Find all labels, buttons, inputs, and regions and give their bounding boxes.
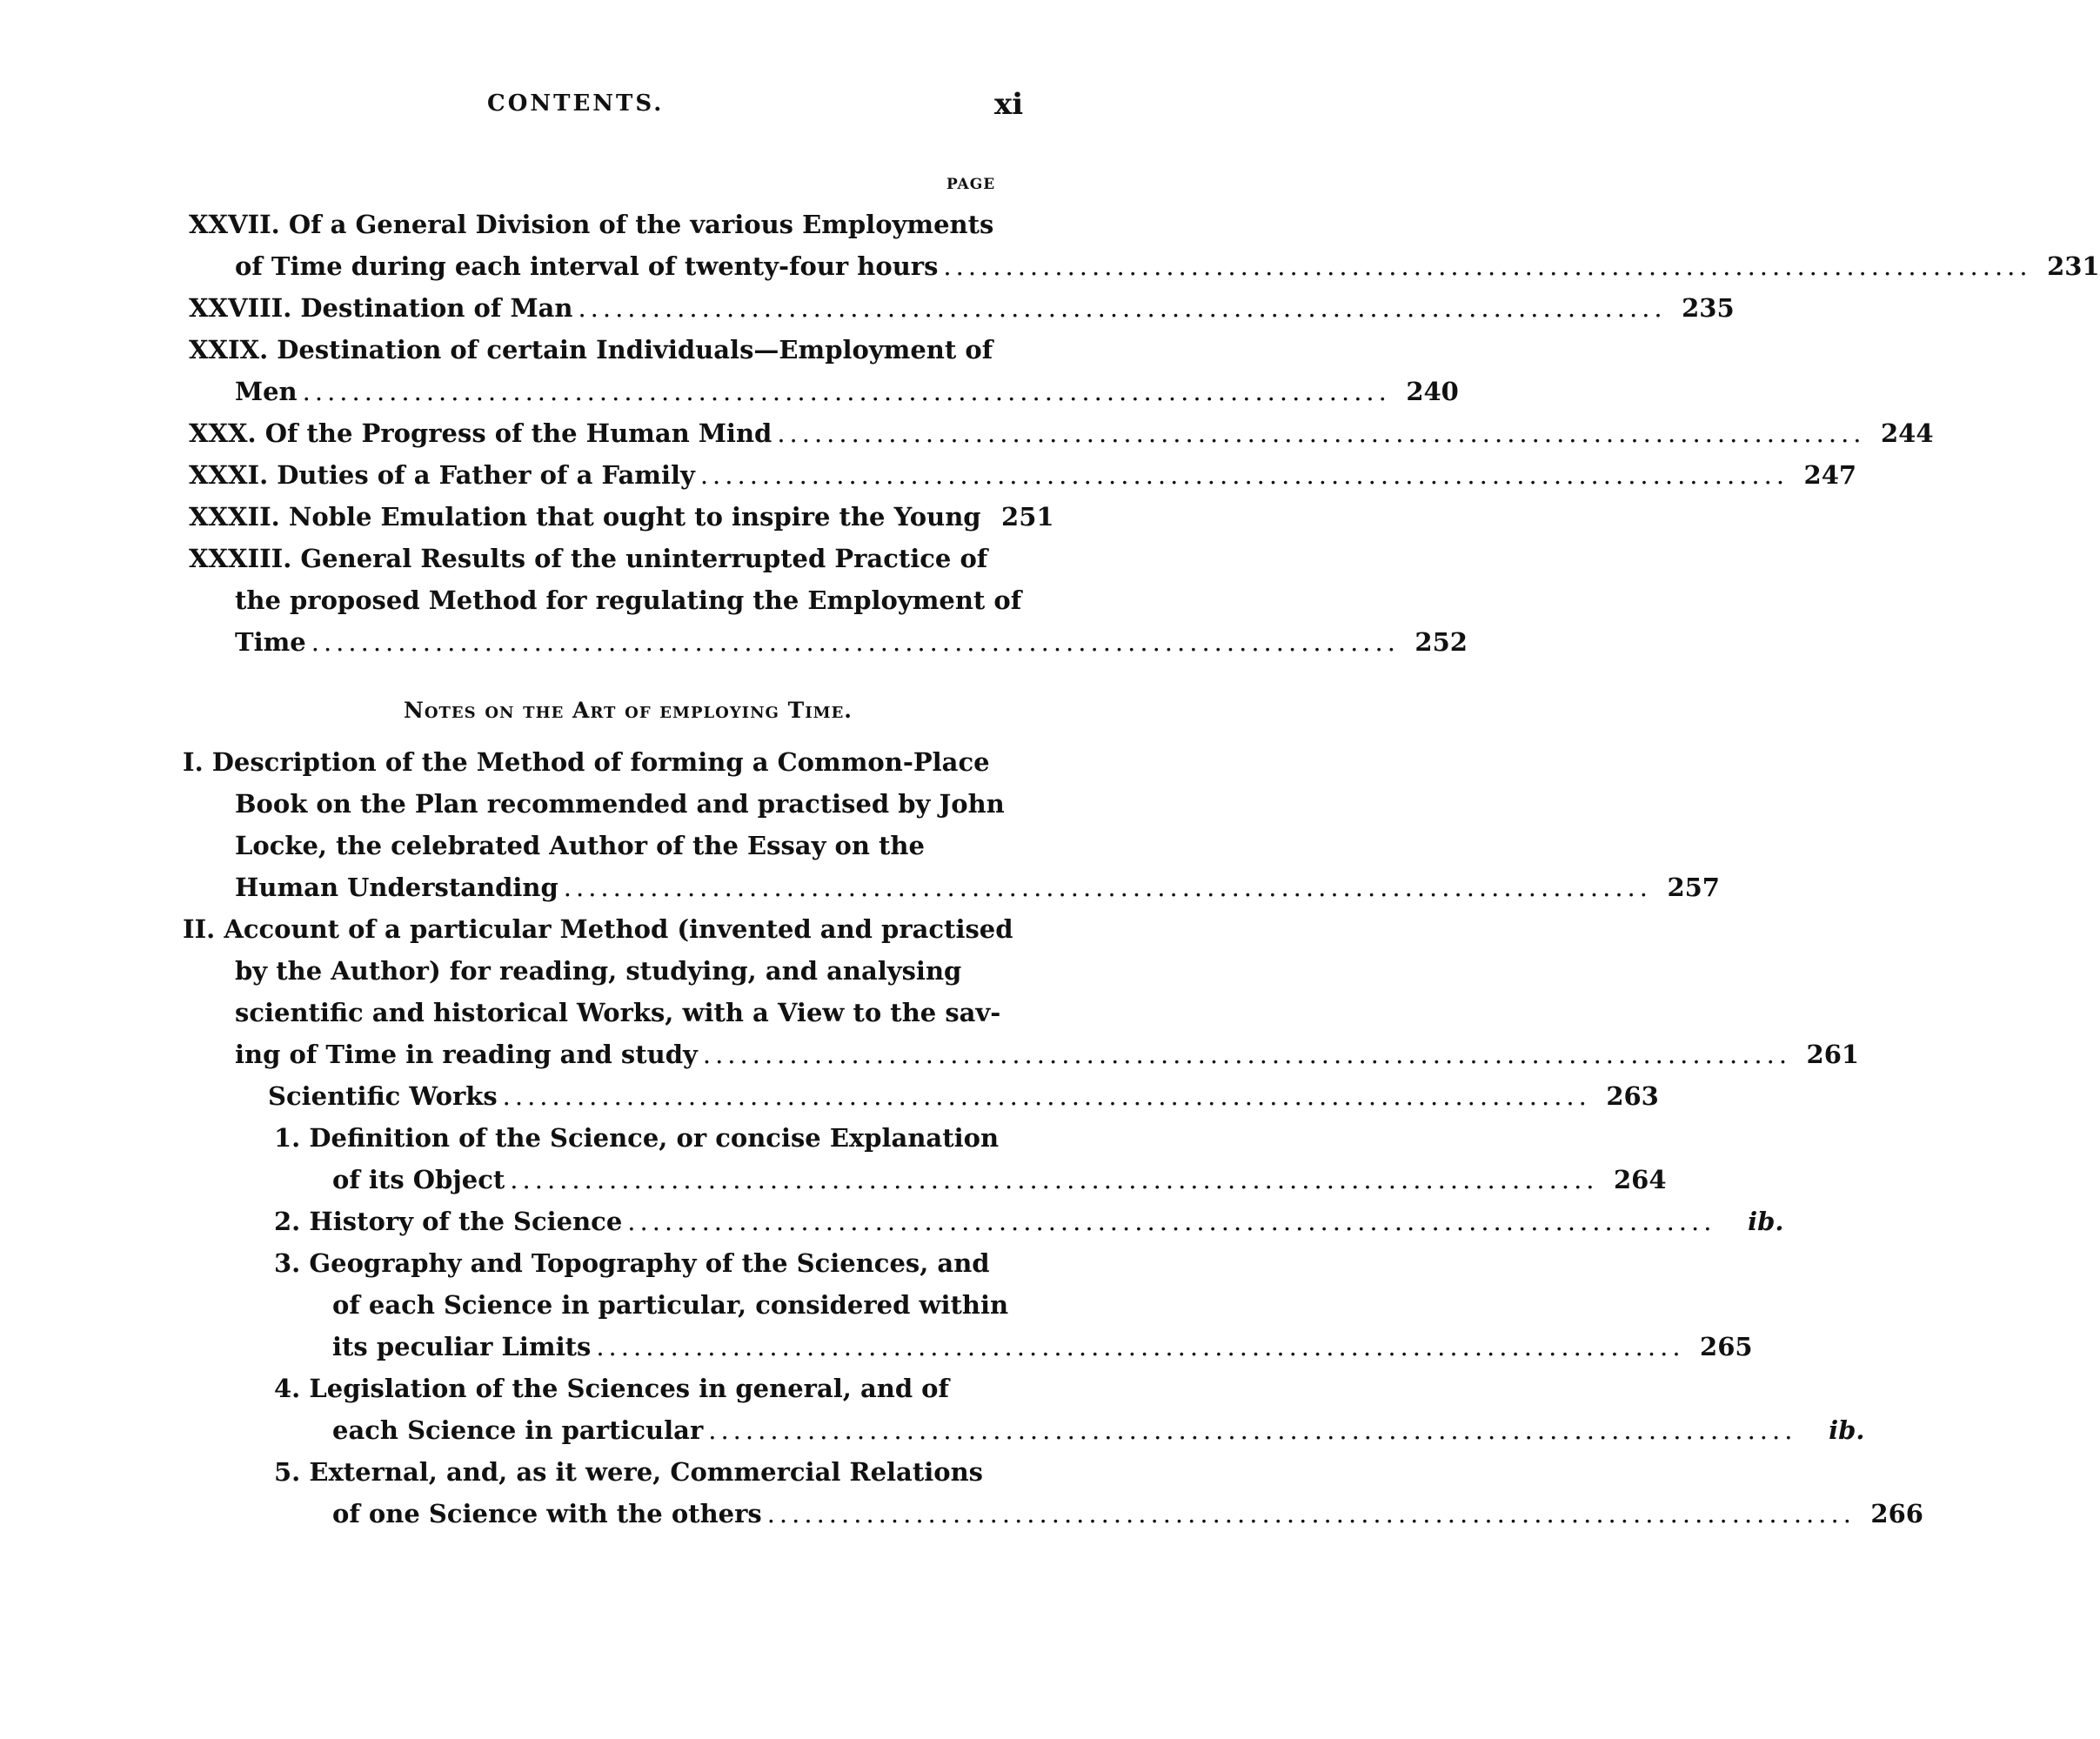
dot-leader: ........................................................................................ bbox=[302, 377, 1391, 406]
entry-line: the proposed Method for regulating the Employment of bbox=[235, 585, 1022, 615]
toc-entry-chapter-30[interactable] bbox=[0, 412, 1934, 454]
entry-line: 5. External, and, as it were, Commercial Relations bbox=[274, 1457, 984, 1487]
dot-leader: ........................................................................................ bbox=[596, 1332, 1685, 1361]
entry-line: I. Description of the Method of forming a Common-Place bbox=[183, 747, 990, 777]
entry-line: its peculiar Limits bbox=[332, 1332, 592, 1361]
entry-page-number: 265 bbox=[1700, 1332, 1753, 1361]
toc-entry-note-2[interactable] bbox=[0, 908, 1860, 1075]
entry-page-number: 247 bbox=[1803, 460, 1857, 490]
entry-line: by the Author) for reading, studying, and analysing bbox=[235, 956, 962, 986]
toc-entry-subsection-2[interactable] bbox=[0, 1201, 1784, 1242]
entry-line: of Time during each interval of twenty-four hours bbox=[235, 251, 939, 281]
toc-entry-chapter-32[interactable] bbox=[0, 496, 1221, 538]
entry-line: each Science in particular bbox=[332, 1415, 704, 1445]
entry-page-number: 264 bbox=[1613, 1165, 1667, 1194]
toc-entry-chapter-27[interactable] bbox=[0, 204, 2100, 287]
dot-leader: ........................................................................................ bbox=[708, 1415, 1797, 1445]
entry-line: Human Understanding bbox=[235, 873, 558, 902]
entry-line: 2. History of the Science bbox=[274, 1207, 623, 1236]
dot-leader: ........................................................................................ bbox=[627, 1207, 1716, 1236]
entry-line: XXVIII. Destination of Man bbox=[189, 293, 573, 323]
entry-page-number: 240 bbox=[1406, 377, 1459, 406]
entry-line: ing of Time in reading and study bbox=[235, 1040, 698, 1069]
dot-leader: ........................................................................................ bbox=[702, 1040, 1792, 1069]
entry-page-number: 235 bbox=[1682, 293, 1735, 323]
page-number: xi bbox=[994, 87, 1024, 122]
page-column-label: PAGE bbox=[946, 176, 996, 193]
dot-leader: ........................................................................................ bbox=[943, 251, 2032, 281]
toc-entry-chapter-29[interactable] bbox=[0, 329, 1459, 412]
entry-line: XXXII. Noble Emulation that ought to inspire the Young bbox=[189, 502, 981, 532]
entry-line: scientific and historical Works, with a View to the sav- bbox=[235, 998, 1001, 1027]
entry-page-number: 252 bbox=[1414, 627, 1468, 657]
entry-line: of each Science in particular, considered within bbox=[332, 1290, 1009, 1320]
entry-line: XXVII. Of a General Division of the various Employments bbox=[189, 210, 994, 239]
entry-line: XXXIII. General Results of the uninterrupted Practice of bbox=[189, 544, 988, 573]
toc-entry-subsection-1[interactable] bbox=[0, 1117, 1667, 1201]
dot-leader: ........................................................................................ bbox=[766, 1499, 1856, 1528]
entry-page-number: ib. bbox=[1748, 1207, 1784, 1236]
toc-entry-subsection-3[interactable] bbox=[0, 1242, 1753, 1368]
toc-entry-note-1[interactable] bbox=[0, 741, 1720, 908]
entry-line: 3. Geography and Topography of the Sciences, and bbox=[274, 1248, 990, 1278]
entry-page-number: 261 bbox=[1806, 1040, 1860, 1069]
entry-page-number: ib. bbox=[1829, 1415, 1865, 1445]
entry-line: Scientific Works bbox=[268, 1081, 498, 1111]
running-head bbox=[0, 87, 1221, 125]
entry-page-number: 251 bbox=[1001, 502, 1054, 532]
entry-page-number: 244 bbox=[1880, 418, 1934, 448]
entry-page-number: 231 bbox=[2047, 251, 2100, 281]
entry-line: XXIX. Destination of certain Individuals—Employment of bbox=[189, 335, 993, 365]
dot-leader: ........................................................................................ bbox=[311, 627, 1400, 657]
entry-line: 4. Legislation of the Sciences in general, and of bbox=[274, 1374, 950, 1403]
toc-entry-chapter-33[interactable] bbox=[0, 538, 1468, 663]
entry-line: Locke, the celebrated Author of the Essay on the bbox=[235, 831, 925, 860]
entry-page-number: 263 bbox=[1606, 1081, 1659, 1111]
dot-leader: ........................................................................................ bbox=[578, 293, 1667, 323]
toc-entry-subsection-5[interactable] bbox=[0, 1451, 1923, 1535]
toc-entry-scientific-works[interactable] bbox=[0, 1075, 1659, 1117]
dot-leader: ........................................................................................ bbox=[502, 1081, 1591, 1111]
entry-line: XXX. Of the Progress of the Human Mind bbox=[189, 418, 772, 448]
entry-line: of one Science with the others bbox=[332, 1499, 762, 1528]
entry-line: XXXI. Duties of a Father of a Family bbox=[189, 460, 695, 490]
entry-page-number: 266 bbox=[1870, 1499, 1923, 1528]
dot-leader: ........................................................................................ bbox=[699, 460, 1789, 490]
table-of-contents bbox=[0, 204, 2100, 1535]
entry-line: of its Object bbox=[332, 1165, 505, 1194]
entry-line: II. Account of a particular Method (invented and practised bbox=[183, 914, 1013, 944]
running-head-title: CONTENTS. bbox=[487, 90, 665, 117]
notes-section-heading bbox=[0, 663, 1221, 741]
entry-line: 1. Definition of the Science, or concise Explanation bbox=[274, 1123, 1000, 1153]
dot-leader: ........................................................................................ bbox=[563, 873, 1652, 902]
dot-leader: ........................................................................................ bbox=[777, 418, 1866, 448]
toc-entry-subsection-4[interactable] bbox=[0, 1368, 1865, 1451]
toc-entry-chapter-28[interactable] bbox=[0, 287, 1735, 329]
notes-heading-text: Notes on the Art of employing Time. bbox=[404, 698, 853, 723]
entry-line: Book on the Plan recommended and practised by John bbox=[235, 789, 1005, 819]
dot-leader: ........................................................................................ bbox=[510, 1165, 1599, 1194]
entry-line: Time bbox=[235, 627, 306, 657]
entry-line: Men bbox=[235, 377, 298, 406]
entry-page-number: 257 bbox=[1667, 873, 1720, 902]
toc-entry-chapter-31[interactable] bbox=[0, 454, 1857, 496]
